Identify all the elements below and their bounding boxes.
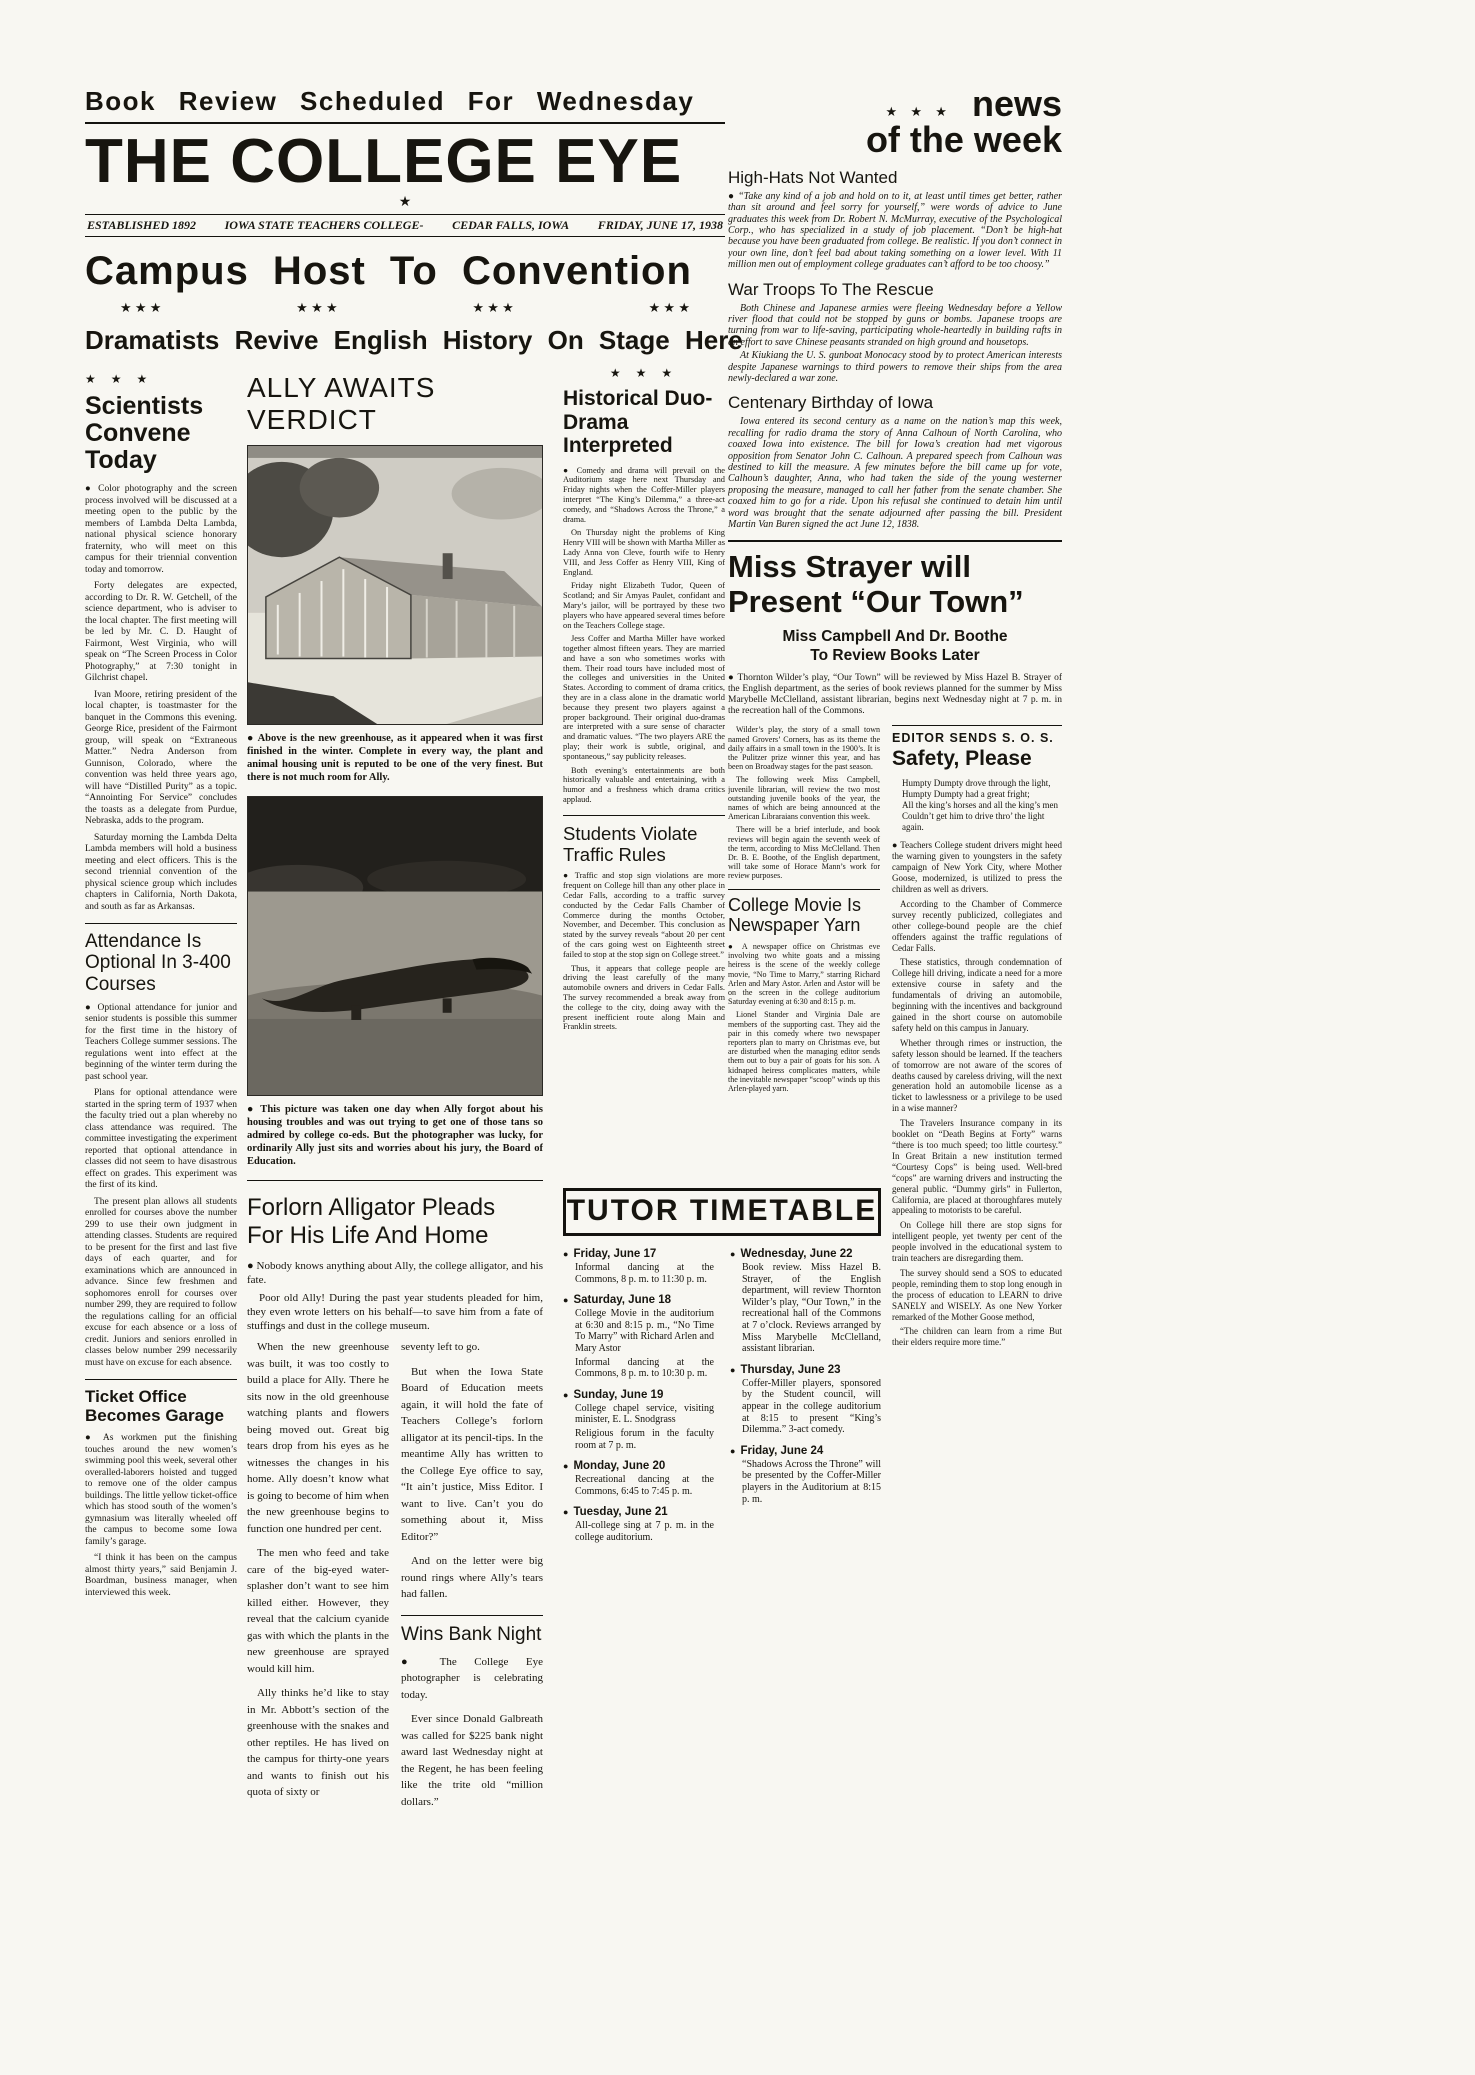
top-banner-headline: Book Review Scheduled For Wednesday bbox=[85, 86, 725, 124]
alligator-photo bbox=[247, 796, 543, 1096]
traffic-heading: Students Violate Traffic Rules bbox=[563, 822, 698, 866]
article-paragraph: ● Nobody knows anything about Ally, the college alligator, and his fate. bbox=[247, 1260, 543, 1287]
greenhouse-caption: ● Above is the new greenhouse, as it appeared when it was first finished in the winter. Complete in every way, the plant and animal housing unit is reputed to be one of the very finest. But there is not much room for Ally. bbox=[247, 733, 543, 783]
timetable-date: Friday, June 24 bbox=[740, 1444, 824, 1457]
timetable-date: Thursday, June 23 bbox=[740, 1363, 841, 1376]
strayer-article bbox=[728, 540, 1062, 717]
timetable-item: Book review. Miss Hazel B. Strayer, of the English department, will review Thornton Wilder’s play, “Our Town,” in the recreational hall of the Commons at 7 o’clock. Reviews arranged by Miss Marybelle McClelland, assistant librarian. bbox=[742, 1262, 881, 1355]
strayer-headline-line2: Present “Our Town” bbox=[728, 583, 1024, 619]
timetable-item: Informal dancing at the Commons, 8 p. m. to 10:30 p. m. bbox=[575, 1356, 714, 1380]
article-paragraph: Thus, it appears that college people are driving the least carefully of the many automobile owners and drivers in Cedar Falls. The survey recommended a break away from the college to the city, doing away with the present inefficient route along Main and Franklin streets. bbox=[563, 963, 725, 1032]
stars-icon: ★ ★ ★ bbox=[609, 366, 679, 380]
news-section-war-troops bbox=[728, 280, 1062, 385]
article-paragraph: Jess Coffer and Martha Miller have worked together almost fifteen years. They are married and have a son who sometimes works with them. Their road tours have included most of the colleges and universities in the United States. According to comment of drama critics, they are in a class alone in the dramatic world because they present two players against a proper background. Their original duo-dramas are interpreted with a sure sense of character and dramatic values. “The two players ARE the play; their work is subtle, original, and spontaneous,” say publicity releases. bbox=[563, 634, 725, 761]
timetable-entry bbox=[730, 1364, 881, 1436]
timetable-entry bbox=[730, 1248, 881, 1355]
article-paragraph: The present plan allows all students enrolled for courses above the number 299 to use their own judgment in attending classes. Students are required to be present for the first and last five days of each quarter, and for examinations which are announced in advance. Since few freshmen and sophomores enroll for courses over number 299, they are required to follow the regulations calling for an official excuse for each absence or a loss of credit. Juniors and seniors enrolled in classes below number 299 necessarily must have on excuse for each absence. bbox=[85, 1196, 237, 1368]
article-paragraph: ● As workmen put the finishing touches around the new women’s swimming pool this week, several other overalled-laborers hoisted and tugged to remove one of the older campus buildings. The little yellow ticket-office which has stood south of the women’s gymnasium was literally wheeled off the campus to become some Iowa family’s garage. bbox=[85, 1433, 237, 1547]
verse-line: Couldn’t get him to drive thro’ the light again. bbox=[902, 811, 1045, 833]
ticket-office-article bbox=[85, 1379, 237, 1599]
timetable-date-row bbox=[730, 1248, 881, 1260]
news-section-centenary bbox=[728, 393, 1062, 530]
editorial-heading: Safety, Please bbox=[892, 747, 1032, 771]
strayer-subhead bbox=[728, 627, 1062, 666]
article-paragraph: Poor old Ally! During the past year students pleaded for him, they even wrote letters on his behalf—to save him from a fate of stuffings and dust in the college museum. bbox=[247, 1292, 543, 1333]
news-section-heading: War Troops To The Rescue bbox=[728, 279, 934, 299]
timetable-item: College chapel service, visiting minister, E. L. Snodgrass bbox=[575, 1402, 714, 1426]
greenhouse-photo bbox=[247, 445, 543, 725]
alligator-photo-image bbox=[248, 797, 542, 1095]
timetable-date: Tuesday, June 21 bbox=[573, 1506, 668, 1519]
strayer-subhead-line2: To Review Books Later bbox=[810, 647, 980, 665]
news-paragraph: At Kiukiang the U. S. gunboat Monocacy stood by to protect American interests despite Japanese warnings to third powers to remove their ships from the area newly-declared a war zone. bbox=[728, 350, 1062, 384]
article-paragraph: ● Teachers College student drivers might heed the warning given to youngsters in the safety campaign of New York City, where Mother Goose, modernized, is utilized to press the children as well as drivers. bbox=[892, 840, 1062, 895]
strayer-subhead-line1: Miss Campbell And Dr. Boothe bbox=[782, 627, 1008, 645]
timetable-item: “Shadows Across the Throne” will be presented by the Coffer-Miller players in the Auditorium at 8:15 p. m. bbox=[742, 1458, 881, 1505]
stars-icon: ★ ★ ★ bbox=[85, 372, 154, 386]
article-paragraph: The men who feed and take care of the big-eyed water-splasher don’t want to see him killed either. However, they reveal that the calcium cyanide gas with which the plants in the new greenhouse are sprayed would kill him. bbox=[247, 1547, 389, 1675]
bullet-icon: ● bbox=[563, 1249, 569, 1259]
timetable-date-row bbox=[563, 1248, 714, 1260]
article-paragraph: “The children can learn from a rime But their elders require more time.” bbox=[892, 1326, 1062, 1348]
editorial-column bbox=[892, 725, 1062, 1352]
article-paragraph: On Thursday night the problems of King Henry VIII will be shown with Martha Miller as Lady Anna von Cleve, fourth wife to Henry VIII, and Jess Coffer as Henry VIII, King of England. bbox=[563, 528, 725, 577]
editorial-kicker: EDITOR SENDS S. O. S. bbox=[892, 731, 1054, 746]
article-paragraph: On College hill there are stop signs for intelligent people, yet twenty per cent of the people involved in the educational system to train teachers are disregarding them. bbox=[892, 1220, 1062, 1264]
established-label: ESTABLISHED 1892 bbox=[87, 218, 197, 233]
timetable-item: Recreational dancing at the Commons, 6:45 to 7:45 p. m. bbox=[575, 1474, 714, 1497]
timetable-date-row bbox=[563, 1460, 714, 1472]
article-paragraph: Forty delegates are expected, according to Dr. R. W. Getchell, of the science department, who is adviser to the local chapter. The first meeting will be led by Mr. C. D. Haught of Fairmont, West Virginia, who will speak on “The Screen Process in Color Photography,” at 7:30 tonight in Gilchrist chapel. bbox=[85, 581, 237, 683]
stars-icon: ★ ★ ★ bbox=[296, 300, 338, 316]
bullet-icon: ● bbox=[730, 1249, 736, 1259]
city-label: CEDAR FALLS, IOWA bbox=[452, 218, 570, 233]
tutor-timetable-title: TUTOR TIMETABLE bbox=[563, 1188, 881, 1236]
news-week-title-line1: news bbox=[971, 86, 1062, 124]
timetable-date: Sunday, June 19 bbox=[573, 1388, 664, 1401]
forlorn-heading bbox=[247, 1194, 543, 1250]
news-of-week-column bbox=[728, 86, 1062, 2071]
forlorn-right-column bbox=[401, 1339, 543, 1818]
article-paragraph: And on the letter were big round rings where Ally’s tears had fallen. bbox=[401, 1555, 543, 1601]
article-paragraph: seventy left to go. bbox=[401, 1341, 480, 1354]
issue-date-label: FRIDAY, JUNE 17, 1938 bbox=[597, 218, 723, 233]
forlorn-left-column bbox=[247, 1339, 389, 1809]
article-paragraph: There will be a brief interlude, and book reviews will begin again the seventh week of the term, according to Miss McClelland. Then Dr. B. E. Boothe, of the English department, will take some of Horace Mann’s work for review purposes. bbox=[728, 825, 880, 881]
timetable-item: All-college sing at 7 p. m. in the college auditorium. bbox=[575, 1520, 714, 1543]
article-paragraph: ● Thornton Wilder’s play, “Our Town” will be reviewed by Miss Hazel B. Strayer of the English department, as the series of book reviews planned for the summer by Miss Marybelle McClelland, assistant librarian, begins next Wednesday night at 7 p. m. in the recreation hall of the Commons. bbox=[728, 673, 1062, 717]
dateline bbox=[85, 214, 725, 237]
stars-icon: ★ ★ ★ bbox=[120, 300, 162, 316]
news-week-title-row bbox=[728, 86, 1062, 122]
article-paragraph: ● Optional attendance for junior and senior students is possible this summer for the first time in the history of Teachers College summer sessions. The regulations went into effect at the beginning of the winter term during the past school year. bbox=[85, 1002, 237, 1082]
verse-line: Humpty Dumpty drove through the light, bbox=[902, 778, 1051, 789]
attendance-heading: Attendance Is Optional In 3-400 Courses bbox=[85, 931, 231, 995]
timetable-entry bbox=[563, 1389, 714, 1451]
article-paragraph: Ever since Donald Galbreath was called for $225 bank night award last Wednesday night at the Regent, he has been feeling like the trite old “million dollars.” bbox=[401, 1713, 543, 1808]
stars-icon: ★ ★ ★ bbox=[885, 104, 952, 119]
article-paragraph: Lionel Stander and Virginia Dale are members of the supporting cast. They aid the pair in this comedy where two newspaper reporters plan to marry on Christmas eve, but are disturbed when the managing editor sends them out to buy a pair of goats for his son. A kidnaped heiress complicates matters, while the inevitable newspaper “scoop” winds up this Arlen-played yarn. bbox=[728, 1010, 880, 1094]
bullet-icon: ● bbox=[563, 1389, 569, 1400]
timetable-entry bbox=[730, 1445, 881, 1505]
article-paragraph: Plans for optional attendance were started in the spring term of 1937 when the faculty tried out a plan whereby no class attendance was required. The committee investigating the experiment reported that optional attendance in classes did not seem to have disastrous effect on grades. This experiment was the first of its kind. bbox=[85, 1088, 237, 1191]
wins-bank-article bbox=[401, 1615, 543, 1811]
article-paragraph: These statistics, through condemnation of College hill driving, indicate a need for a more extensive course in safety and the fundamentals of driving an automobile, beginning with the incentives and background gained in the short course on automobile safety held on this campus in January. bbox=[892, 957, 1062, 1033]
news-week-title-line2: of the week bbox=[865, 119, 1062, 160]
timetable-item: College Movie in the auditorium at 6:30 and 8:15 p. m., “No Time To Marry” with Richard Arlen and Mary Astor bbox=[575, 1308, 714, 1354]
column-ally bbox=[247, 372, 543, 2048]
timetable-item: Coffer-Miller players, sponsored by the Student council, will appear in the college auditorium at 8:15 to present “King’s Dilemma.” 3-act comedy. bbox=[742, 1377, 881, 1436]
strayer-headline-line1: Miss Strayer will bbox=[728, 549, 971, 585]
article-paragraph: “I think it has been on the campus almost thirty years,” said Benjamin J. Boardman, business manager, when interviewed this week. bbox=[85, 1553, 237, 1598]
bullet-icon: ● bbox=[563, 1507, 569, 1518]
news-paragraph: Both Chinese and Japanese armies were fleeing Wednesday before a Yellow river flood that could not be stopped by guns or bombs. Japanese troops are turning from war to life-saving, participating whole-heartedly in building rafts in an effort to save Chinese peasants stranded on high ground and housetops. bbox=[728, 302, 1062, 348]
attendance-article bbox=[85, 923, 237, 1369]
article-paragraph: Ally thinks he’d like to stay in Mr. Abbott’s section of the greenhouse with the snakes and other reptiles. He has lived on the campus for thirty-one years and wants to finish out his quota of sixty or bbox=[247, 1687, 389, 1799]
tutor-timetable bbox=[563, 1188, 881, 1573]
news-section-heading: Centenary Birthday of Iowa bbox=[728, 393, 934, 413]
timetable-left-column bbox=[563, 1248, 714, 1553]
column-scientists bbox=[85, 372, 237, 2072]
strayer-headline bbox=[728, 550, 1062, 618]
timetable-date-row bbox=[730, 1445, 881, 1457]
article-paragraph: Ivan Moore, retiring president of the local chapter, is toastmaster for the banquet in the Commons this evening. George Rice, president of the Fairmont group, will speak on “Extraneous Matter.” Nedra Anderson from Gunnison, Colorado, where the convention was held three years ago, will have “Distilled Purity” as a topic. “Annointing For Service” concludes the toasts as a delegate from Purdue, Nebraska, adds to the program. bbox=[85, 689, 237, 826]
ally-headline: ALLY AWAITS VERDICT bbox=[247, 372, 436, 435]
bullet-icon: ● bbox=[730, 1364, 736, 1375]
article-paragraph: When the new greenhouse was built, it was too costly to build a place for Ally. There he sits now in the old greenhouse watching plants and flowers being moved out. Great big tears drop from his eyes as he witnesses the changes in his home. Ally doesn’t know what is going to become of him when the new greenhouse begins to function one hundred per cent. bbox=[247, 1341, 389, 1535]
ticket-office-heading: Ticket Office Becomes Garage bbox=[85, 1387, 224, 1426]
timetable-item: Informal dancing at the Commons, 8 p. m. to 11:30 p. m. bbox=[575, 1262, 714, 1285]
article-paragraph: ● A newspaper office on Christmas eve involving two white goats and a missing heiress is the scene of the weekly college movie, “No Time to Marry,” starring Richard Arlen and Mary Astor. Arlen and Astor will be on the screen in the college auditorium Saturday evening at 6:30 and 8:15 p. m. bbox=[728, 942, 880, 1007]
news-section-highhats bbox=[728, 168, 1062, 271]
article-paragraph: Friday night Elizabeth Tudor, Queen of Scotland; and Sir Amyas Paulet, confidant and Mary’s jailor, will be portrayed by these two players who have appeared several times before on the Teachers College stage. bbox=[563, 581, 725, 630]
bullet-icon: ● bbox=[563, 1295, 569, 1306]
college-movie-article bbox=[728, 889, 880, 1094]
timetable-date: Friday, June 17 bbox=[573, 1248, 657, 1260]
article-paragraph: The survey should send a SOS to educated people, reminding them to stop long enough in the process of education to LEARN to drive SANELY and WISELY. As one New Yorker remarked of the Mother Goose method, bbox=[892, 1267, 1062, 1322]
article-paragraph: But when the Iowa State Board of Education meets again, it will hold the fate of Teachers College’s forlorn alligator at its pencil-tips. In the meantime Ally has written to the College Eye office to say, “It ain’t justice, Miss Editor. I want to live. Can’t you do something about it, Miss Editor?” bbox=[401, 1365, 543, 1543]
bullet-icon: ● bbox=[563, 1461, 569, 1472]
wins-bank-heading: Wins Bank Night bbox=[401, 1623, 542, 1645]
timetable-entry bbox=[563, 1460, 714, 1497]
strayer-continued-column bbox=[728, 725, 880, 1097]
news-paragraph: ● “Take any kind of a job and hold on to it, at least until times get better, rather than sit around and feel sorry for yourself,” were words of advice to June graduates this week from Dr. Robert N. McMurray, executive of the Psychological Corp., who has specialized in a study of job placement. “Don’t be high-hat because you have been graduated from college. Be realistic. If you don’t connect in your own line, don’t feel bad about taking something on a lower level. With 11 million men out of employment college graduates can’t afford to be too choosy.” bbox=[728, 190, 1062, 271]
masthead-section bbox=[85, 86, 743, 356]
timetable-date-row bbox=[563, 1389, 714, 1401]
column-drama bbox=[563, 366, 725, 1184]
news-paragraph: Iowa entered its second century as a name on the nation’s map this week, recalling for radio drama the story of Anna Calhoun of North Carolina, who coaxed Iowa into existence. The bill for Iowa’s creation had met vigorous opposition from Senator John C. Calhoun. A prepared speech from Calhoun was destined to kill the measure. A few minutes before the bill came up for vote, Calhoun’s daughter, Anna, who had taken the side of the young westerner proposing the measure, managed to call her father from the senate chamber. She coaxed him to go for a ride. Upon his refusal she continued to detain him until word was brought that the senate adjourned after passing the bill. President Martin Van Buren signed the act June 12, 1838. bbox=[728, 416, 1062, 531]
stars-icon: ★ ★ ★ bbox=[472, 300, 514, 316]
article-paragraph: Wilder’s play, the story of a small town named Grovers’ Corners, has as its theme the daily affairs in a small town in the 1900’s. It is the Pulitzer prize winner this year, and has been on Broadway stages for the past season. bbox=[728, 725, 880, 772]
article-paragraph: The following week Miss Campbell, juvenile librarian, will review the two most outstanding juvenile books of the year, the names of which are being announced at the American Libraraians convention this week. bbox=[728, 775, 880, 822]
forlorn-columns bbox=[247, 1339, 543, 1818]
news-section-heading: High-Hats Not Wanted bbox=[728, 167, 898, 187]
timetable-date-row bbox=[563, 1506, 714, 1518]
scientists-heading: Scientists Convene Today bbox=[85, 392, 204, 474]
timetable-right-column bbox=[730, 1248, 881, 1514]
bullet-icon: ● bbox=[730, 1445, 736, 1456]
main-headline: Campus Host To Convention bbox=[85, 249, 692, 294]
verse-line: All the king’s horses and all the king’s men bbox=[902, 800, 1058, 811]
timetable-date-row bbox=[730, 1364, 881, 1376]
timetable-entry bbox=[563, 1294, 714, 1380]
article-paragraph: ● Traffic and stop sign violations are more frequent on College hill than any other place in Cedar Falls, according to a traffic survey conducted by the Cedar Falls Chamber of Commerce during the months October, November, and December. This conclusion as stated by the survey reveals “about 20 per cent of the cars going west on Eighteenth street failed to stop at the stop sign on College street.” bbox=[563, 871, 725, 959]
headline-stars-row bbox=[85, 300, 725, 316]
duo-drama-heading: Historical Duo-Drama Interpreted bbox=[563, 387, 713, 458]
forlorn-heading-line2: For His Life And Home bbox=[247, 1222, 489, 1250]
masthead-star-icon: ★ bbox=[398, 195, 412, 211]
verse-line: Humpty Dumpty had a great fright; bbox=[902, 789, 1030, 800]
greenhouse-photo-image bbox=[248, 446, 542, 724]
timetable-date: Saturday, June 18 bbox=[573, 1294, 672, 1307]
timetable-date: Wednesday, June 22 bbox=[740, 1248, 853, 1260]
forlorn-article bbox=[247, 1180, 543, 1818]
article-paragraph: ● The College Eye photographer is celebrating today. bbox=[401, 1655, 543, 1701]
article-paragraph: The Travelers Insurance company in its booklet on “Death Begins at Forty” warns “there is too much speed; too little courtesy.” In Great Britain a new institution termed “Courtesy Cops” is being used. Well-bred “cops” are warning drivers and instructing the general public. “Dummy girls” in Fullerton, California, are placed at thoroughfares mutely appealing to motorists to be careful. bbox=[892, 1118, 1062, 1216]
article-paragraph: According to the Chamber of Commerce survey recently publicized, collegiates and other college-bound people are the chief offenders against the traffic regulations of Cedar Falls. bbox=[892, 898, 1062, 953]
article-paragraph: Both evening’s entertainments are both historically valuable and entertaining, with a humor and a freshness which drama critics applaud. bbox=[563, 765, 725, 805]
article-paragraph: ● Color photography and the screen process involved will be discussed at a meeting open to the public by the members of Lambda Delta Lambda, national physical science honorary fraternity, who will meet on this campus for their triennial convention today and tomorrow. bbox=[85, 484, 237, 575]
college-label: IOWA STATE TEACHERS COLLEGE- bbox=[224, 218, 424, 233]
timetable-item: Religious forum in the faculty room at 7 p. m. bbox=[575, 1427, 714, 1451]
article-paragraph: Whether through rimes or instruction, the safety lesson should be learned. If the teachers of tomorrow are not aware of the scores of deaths caused by careless driving, will the next generation hold an automobile license as a ticket to lawlessness or a privilege to be used in a wise manner? bbox=[892, 1037, 1062, 1114]
timetable-date: Monday, June 20 bbox=[573, 1460, 666, 1473]
timetable-columns bbox=[563, 1248, 881, 1553]
article-paragraph: Saturday morning the Lambda Delta Lambda members will hold a business meeting and elect officers. This is the second triennial convention of the physical science group which includes chapters in California, North Dakota, and south as far as Arkansas. bbox=[85, 832, 237, 912]
timetable-entry bbox=[563, 1248, 714, 1285]
college-movie-heading: College Movie Is Newspaper Yarn bbox=[728, 894, 862, 936]
alligator-caption: ● This picture was taken one day when Ally forgot about his housing troubles and was out trying to get one of those tans so admired by college co-eds. But the photographer was lucky, for ordinarily Ally just sits and worries about his jury, the Board of Education. bbox=[247, 1104, 543, 1167]
sub-headline: Dramatists Revive English History On Stage Here bbox=[85, 325, 743, 356]
forlorn-heading-line1: Forlorn Alligator Pleads bbox=[247, 1194, 496, 1221]
editorial-verse bbox=[892, 778, 1062, 833]
timetable-date-row bbox=[563, 1294, 714, 1306]
stars-icon: ★ ★ ★ bbox=[648, 300, 690, 316]
article-paragraph: ● Comedy and drama will prevail on the Auditorium stage here next Thursday and Friday nights when the Coffer-Miller players interpret “The King’s Dilemma,” a three-act comedy, and “Shadows Across the Throne,” a drama. bbox=[563, 465, 725, 524]
timetable-entry bbox=[563, 1506, 714, 1543]
newspaper-title: THE COLLEGE EYE bbox=[85, 127, 683, 196]
traffic-article bbox=[563, 815, 725, 1032]
